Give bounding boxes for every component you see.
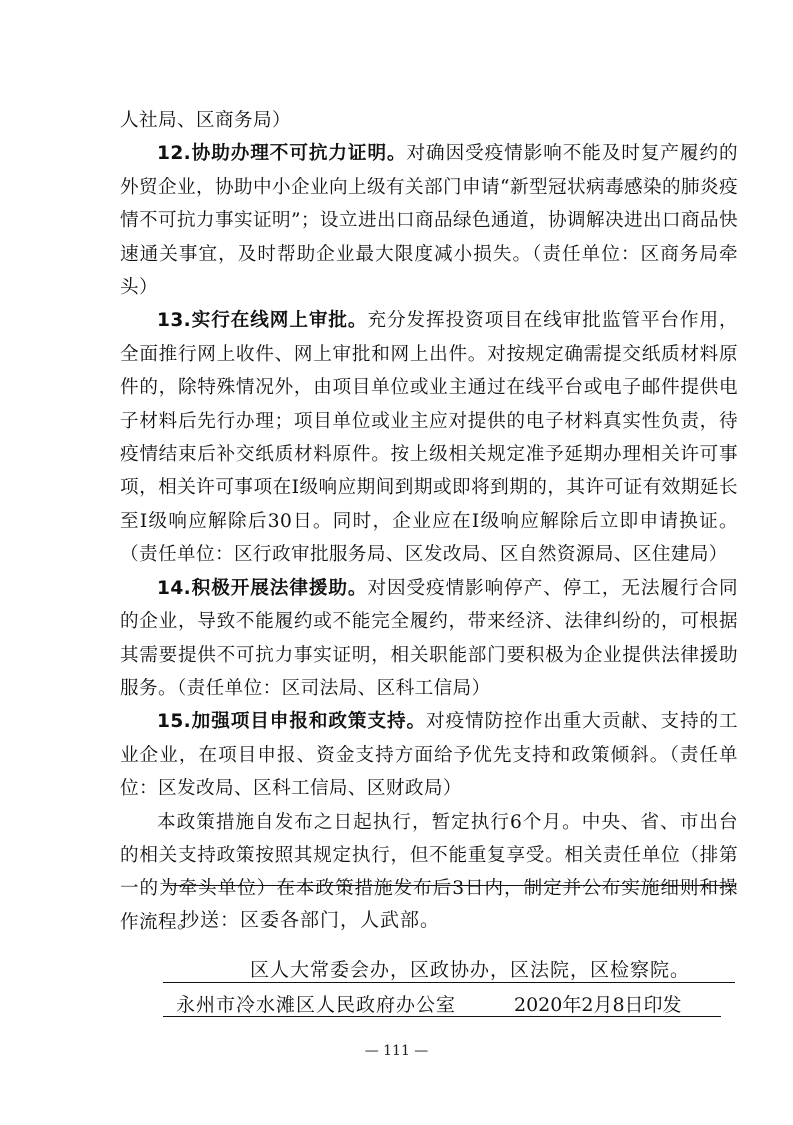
footer-bottom-rule (163, 1016, 721, 1017)
footer-middle-rule (163, 982, 735, 983)
paragraph-text: 本政策措施自发布之日起执行，暂定执行6个月。中央、省、市出台的相关支持政策按照其规定执行，但不能重复享受。相关责任单位（排第一的为牵头单位）在本政策措施发布后3日内，制定并公布实施细则和操作流程。 (120, 811, 738, 933)
page-number: — 111 — (364, 1043, 429, 1059)
issuing-office: 永州市冷水滩区人民政府办公室 (176, 994, 457, 1016)
paragraph-text: 充分发挥投资项目在线审批监管平台作用，全面推行网上收件、网上审批和网上出件。对按规定确需提交纸质材料原件的，除特殊情况外，由项目单位或业主通过在线平台或电子邮件提供电子材料后先行办理；项目单位或业主应对提供的电子材料真实性负责，待疫情结束后补交纸质材料原件。按上级相关规定准予延期办理相关许可事项，相关许可事项在Ⅰ级响应期间到期或即将到期的，其许可证有效期延长至Ⅰ级响应解除后30日。同时，企业应在Ⅰ级响应解除后立即申请换证。（责任单位：区行政审批服务局、区发改局、区自然资源局、区住建局） (120, 310, 738, 566)
paragraph-text: 对疫情防控作出重大贡献、支持的工业企业，在项目申报、资金支持方面给予优先支持和政策倾斜。（责任单位：区发改局、区科工信局、区财政局） (120, 711, 738, 800)
paragraph-continuation (120, 104, 738, 137)
paragraph-item-12 (120, 137, 738, 304)
item-heading: 13.实行在线网上审批。 (157, 310, 368, 332)
cc-recipients-line-1: 抄送：区委各部门，人武部。 (180, 909, 441, 931)
item-heading: 12.协助办理不可抗力证明。 (157, 143, 407, 165)
item-heading: 15.加强项目申报和政策支持。 (157, 711, 427, 733)
issue-date: 2020年2月8日印发 (514, 994, 682, 1016)
paragraph-text: 人社局、区商务局） (120, 110, 291, 131)
cc-recipients-line-2: 区人大常委会办，区政协办，区法院，区检察院。 (250, 959, 691, 981)
paragraph-item-13 (120, 304, 738, 571)
footer-top-rule (163, 885, 735, 886)
item-heading: 14.积极开展法律援助。 (157, 577, 368, 599)
document-body (120, 104, 738, 939)
paragraph-text: 对确因受疫情影响不能及时复产履约的外贸企业，协助中小企业向上级有关部门申请“新型冠状病毒感染的肺炎疫情不可抗力事实证明”；设立进出口商品绿色通道，协调解决进出口商品快速通关事宜，及时帮助企业最大限度减小损失。（责任单位：区商务局牵头） (120, 143, 738, 299)
paragraph-item-15 (120, 705, 738, 805)
paragraph-item-14 (120, 572, 738, 706)
paragraph-text: 对因受疫情影响停产、停工，无法履行合同的企业，导致不能履约或不能完全履约，带来经济、法律纠纷的，可根据其需要提供不可抗力事实证明，相关职能部门要积极为企业提供法律援助服务。（责任单位：区司法局、区科工信局） (120, 577, 738, 699)
